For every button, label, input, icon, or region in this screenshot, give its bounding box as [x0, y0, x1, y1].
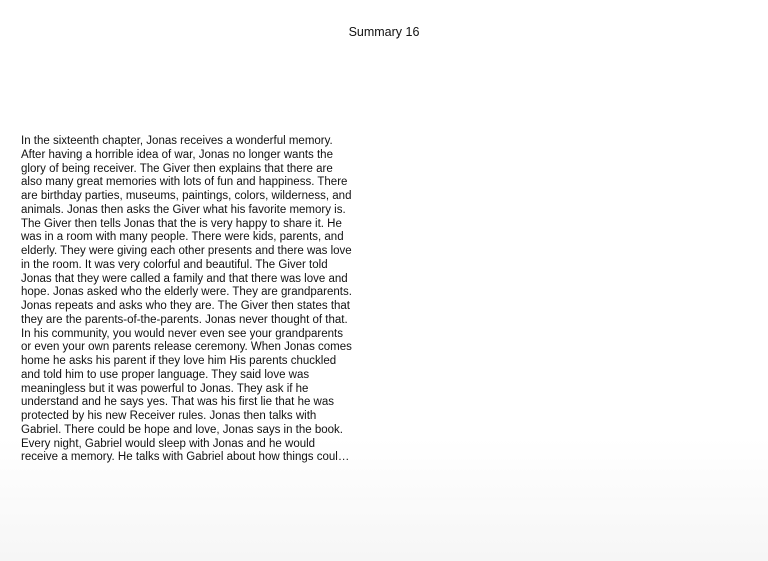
body-line: understand and he says yes. That was his first lie that he was: [21, 396, 335, 409]
body-line: protected by his new Receiver rules. Jonas then talks with: [21, 410, 317, 422]
body-line: meaningless but it was powerful to Jonas. They ask if he: [21, 382, 309, 395]
body-line: glory of being receiver. The Giver then explains that there are: [21, 162, 333, 175]
body-line: Gabriel. There could be hope and love, Jonas says in the book.: [21, 423, 343, 436]
body-line: was in a room with many people. There were kids, parents, and: [21, 231, 344, 244]
body-line: in the room. It was very colorful and beautiful. The Giver told: [21, 258, 328, 271]
page-title: Summary 16: [348, 25, 420, 39]
body-line: home he asks his parent if they love him His parents chuckled: [21, 355, 337, 367]
body-line: they are the parents-of-the-parents. Jonas never thought of that.: [21, 313, 348, 326]
body-line: After having a horrible idea of war, Jonas no longer wants the: [21, 148, 333, 161]
summary-body: [21, 135, 373, 465]
body-line: hope. Jonas asked who the elderly were. They are grandparents.: [21, 286, 352, 299]
body-line: The Giver then tells Jonas that the is very happy to share it. He: [21, 217, 342, 230]
body-line: In the sixteenth chapter, Jonas receives a wonderful memory.: [21, 135, 333, 147]
body-line: Every night, Gabriel would sleep with Jonas and he would: [21, 437, 316, 450]
body-line: or even your own parents release ceremony. When Jonas comes: [21, 341, 352, 354]
body-line: Jonas that they were called a family and that there was love and: [21, 272, 348, 285]
body-line: In his community, you would never even see your grandparents: [21, 327, 343, 340]
body-line: also many great memories with lots of fun and happiness. There: [21, 176, 348, 189]
body-line: are birthday parties, museums, paintings, colors, wilderness, and: [21, 190, 352, 202]
body-line: and told him to use proper language. They said love was: [21, 368, 310, 381]
body-line: animals. Jonas then asks the Giver what his favorite memory is.: [21, 203, 346, 216]
body-line: elderly. They were giving each other presents and there was love: [21, 245, 352, 257]
body-line: Jonas repeats and asks who they are. The Giver then states that: [21, 300, 351, 312]
body-line: receive a memory. He talks with Gabriel about how things coul…: [21, 451, 350, 464]
